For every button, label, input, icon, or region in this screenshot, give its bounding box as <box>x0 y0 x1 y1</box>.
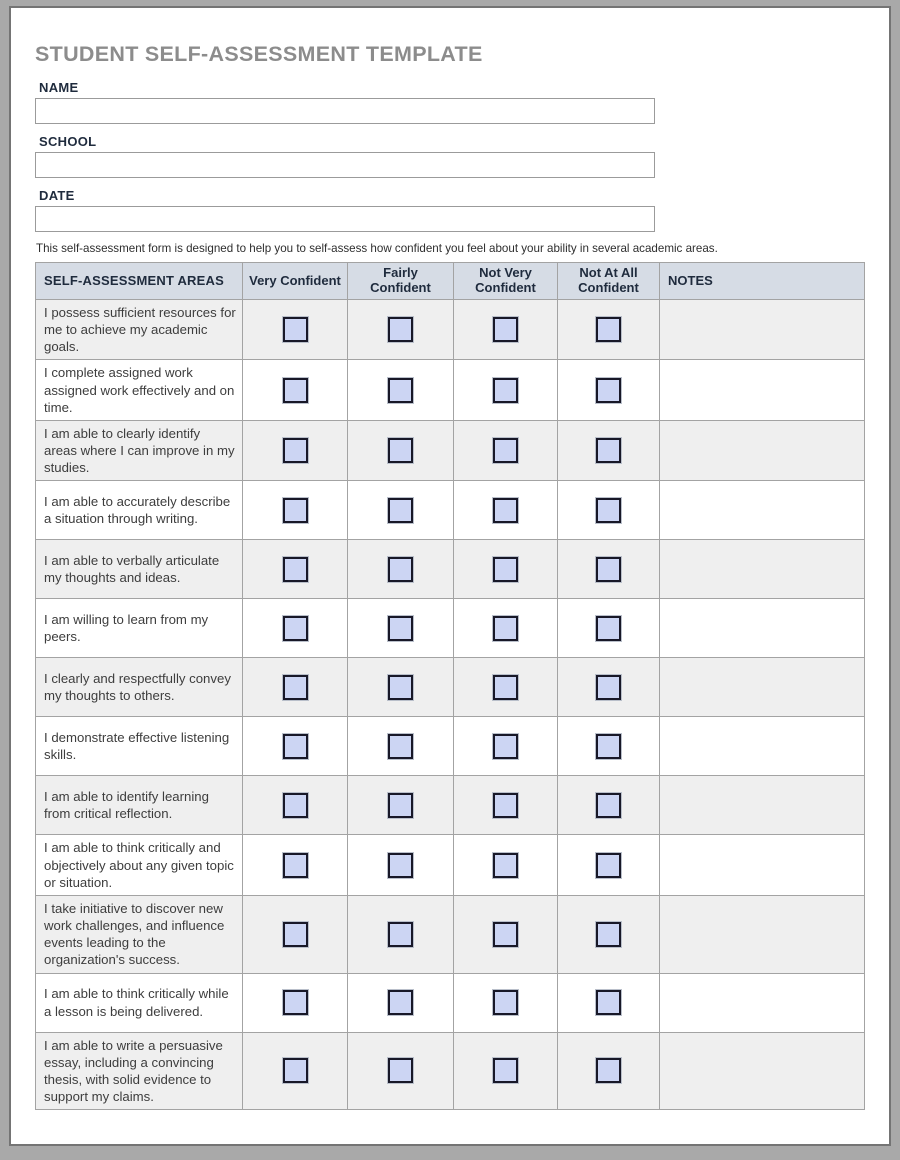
checkbox-very-confident[interactable] <box>283 734 308 759</box>
header-not-at-all-confident: Not At All Confident <box>558 263 660 300</box>
notes-cell[interactable] <box>660 717 865 776</box>
checkbox-not-very-confident[interactable] <box>493 438 518 463</box>
checkbox-cell-very-confident <box>243 599 348 658</box>
checkbox-cell-not-very-confident <box>454 360 558 420</box>
area-cell <box>36 300 243 360</box>
date-input[interactable] <box>35 206 655 232</box>
checkbox-cell-fairly-confident <box>348 481 454 540</box>
checkbox-very-confident[interactable] <box>283 1058 308 1083</box>
checkbox-very-confident[interactable] <box>283 557 308 582</box>
table-row <box>36 300 865 360</box>
area-text: I am able to write a persuasive essay, including a convincing thesis, with solid evidence to support my claims. <box>44 1037 223 1104</box>
checkbox-not-very-confident[interactable] <box>493 793 518 818</box>
notes-cell[interactable] <box>660 481 865 540</box>
checkbox-not-at-all-confident[interactable] <box>596 990 621 1015</box>
area-text: I take initiative to discover new work challenges, and influence events leading to the organization's success. <box>44 900 225 968</box>
notes-cell[interactable] <box>660 540 865 599</box>
area-cell <box>36 973 243 1032</box>
checkbox-cell-not-very-confident <box>454 895 558 973</box>
notes-cell[interactable] <box>660 360 865 420</box>
checkbox-not-at-all-confident[interactable] <box>596 853 621 878</box>
checkbox-not-at-all-confident[interactable] <box>596 438 621 463</box>
checkbox-cell-fairly-confident <box>348 835 454 895</box>
name-input[interactable] <box>35 98 655 124</box>
checkbox-cell-very-confident <box>243 1032 348 1110</box>
assessment-table-body <box>36 300 865 1110</box>
notes-cell[interactable] <box>660 835 865 895</box>
checkbox-cell-not-at-all-confident <box>558 540 660 599</box>
table-row <box>36 481 865 540</box>
checkbox-cell-not-very-confident <box>454 835 558 895</box>
checkbox-cell-fairly-confident <box>348 1032 454 1110</box>
field-name <box>35 80 865 124</box>
checkbox-cell-very-confident <box>243 360 348 420</box>
area-text: I clearly and respectfully convey my thoughts to others. <box>44 671 231 704</box>
field-date <box>35 188 865 232</box>
checkbox-very-confident[interactable] <box>283 616 308 641</box>
checkbox-cell-fairly-confident <box>348 717 454 776</box>
table-row <box>36 420 865 480</box>
checkbox-cell-very-confident <box>243 300 348 360</box>
checkbox-not-at-all-confident[interactable] <box>596 498 621 523</box>
checkbox-not-at-all-confident[interactable] <box>596 922 621 947</box>
checkbox-not-very-confident[interactable] <box>493 734 518 759</box>
area-text: I am willing to learn from my peers. <box>44 612 209 645</box>
checkbox-not-at-all-confident[interactable] <box>596 1058 621 1083</box>
area-text: I am able to identify learning from critical reflection. <box>44 789 209 822</box>
checkbox-cell-not-at-all-confident <box>558 717 660 776</box>
checkbox-cell-not-very-confident <box>454 776 558 835</box>
checkbox-fairly-confident[interactable] <box>388 675 413 700</box>
header-notes: NOTES <box>660 263 865 300</box>
checkbox-cell-very-confident <box>243 835 348 895</box>
area-text: I demonstrate effective listening skills. <box>44 730 230 763</box>
checkbox-cell-not-at-all-confident <box>558 360 660 420</box>
checkbox-very-confident[interactable] <box>283 378 308 403</box>
checkbox-cell-very-confident <box>243 895 348 973</box>
field-school <box>35 134 865 178</box>
checkbox-fairly-confident[interactable] <box>388 317 413 342</box>
notes-cell[interactable] <box>660 420 865 480</box>
checkbox-cell-not-very-confident <box>454 540 558 599</box>
checkbox-very-confident[interactable] <box>283 793 308 818</box>
table-header-row <box>36 263 865 300</box>
checkbox-very-confident[interactable] <box>283 922 308 947</box>
checkbox-not-very-confident[interactable] <box>493 616 518 641</box>
table-row <box>36 895 865 973</box>
checkbox-cell-not-at-all-confident <box>558 420 660 480</box>
checkbox-fairly-confident[interactable] <box>388 922 413 947</box>
area-cell <box>36 895 243 973</box>
table-row <box>36 1032 865 1110</box>
checkbox-very-confident[interactable] <box>283 498 308 523</box>
area-cell <box>36 360 243 420</box>
table-row <box>36 973 865 1032</box>
area-cell <box>36 540 243 599</box>
notes-cell[interactable] <box>660 599 865 658</box>
checkbox-cell-very-confident <box>243 540 348 599</box>
table-row <box>36 540 865 599</box>
checkbox-cell-not-very-confident <box>454 973 558 1032</box>
form-description: This self-assessment form is designed to help you to self-assess how confident you feel about your ability in several academic areas. <box>36 242 718 255</box>
checkbox-cell-not-at-all-confident <box>558 835 660 895</box>
checkbox-fairly-confident[interactable] <box>388 793 413 818</box>
checkbox-cell-fairly-confident <box>348 300 454 360</box>
header-not-very-confident: Not Very Confident <box>454 263 558 300</box>
table-row <box>36 599 865 658</box>
area-cell <box>36 420 243 480</box>
checkbox-very-confident[interactable] <box>283 438 308 463</box>
checkbox-cell-fairly-confident <box>348 360 454 420</box>
checkbox-cell-not-at-all-confident <box>558 300 660 360</box>
area-cell <box>36 717 243 776</box>
checkbox-cell-very-confident <box>243 776 348 835</box>
checkbox-cell-not-very-confident <box>454 717 558 776</box>
checkbox-very-confident[interactable] <box>283 675 308 700</box>
checkbox-fairly-confident[interactable] <box>388 853 413 878</box>
checkbox-not-at-all-confident[interactable] <box>596 317 621 342</box>
notes-cell[interactable] <box>660 658 865 717</box>
document-page <box>9 6 891 1146</box>
area-cell <box>36 776 243 835</box>
area-text: I am able to think critically while a lesson is being delivered. <box>44 986 229 1019</box>
checkbox-cell-not-at-all-confident <box>558 776 660 835</box>
notes-cell[interactable] <box>660 895 865 973</box>
checkbox-cell-not-at-all-confident <box>558 1032 660 1110</box>
notes-cell[interactable] <box>660 300 865 360</box>
checkbox-not-very-confident[interactable] <box>493 675 518 700</box>
checkbox-cell-fairly-confident <box>348 973 454 1032</box>
header-fairly-confident: Fairly Confident <box>348 263 454 300</box>
checkbox-not-at-all-confident[interactable] <box>596 734 621 759</box>
checkbox-cell-not-at-all-confident <box>558 481 660 540</box>
area-cell <box>36 599 243 658</box>
assessment-table <box>35 262 865 1110</box>
checkbox-not-very-confident[interactable] <box>493 557 518 582</box>
checkbox-cell-fairly-confident <box>348 540 454 599</box>
checkbox-fairly-confident[interactable] <box>388 990 413 1015</box>
checkbox-cell-very-confident <box>243 717 348 776</box>
checkbox-not-at-all-confident[interactable] <box>596 616 621 641</box>
checkbox-not-at-all-confident[interactable] <box>596 793 621 818</box>
notes-cell[interactable] <box>660 973 865 1032</box>
area-text: I possess sufficient resources for me to achieve my academic goals. <box>44 305 236 355</box>
checkbox-not-at-all-confident[interactable] <box>596 675 621 700</box>
checkbox-fairly-confident[interactable] <box>388 557 413 582</box>
checkbox-not-very-confident[interactable] <box>493 922 518 947</box>
checkbox-cell-not-very-confident <box>454 420 558 480</box>
checkbox-cell-not-very-confident <box>454 1032 558 1110</box>
school-label: SCHOOL <box>39 134 97 149</box>
checkbox-not-very-confident[interactable] <box>493 990 518 1015</box>
table-row <box>36 835 865 895</box>
name-label: NAME <box>39 80 79 95</box>
area-text: I am able to clearly identify areas where I can improve in my studies. <box>44 425 235 476</box>
header-areas: SELF-ASSESSMENT AREAS <box>36 263 243 300</box>
area-text: I complete assigned work assigned work effectively and on time. <box>44 365 235 415</box>
checkbox-cell-fairly-confident <box>348 420 454 480</box>
notes-cell[interactable] <box>660 776 865 835</box>
checkbox-very-confident[interactable] <box>283 317 308 342</box>
checkbox-very-confident[interactable] <box>283 990 308 1015</box>
area-text: I am able to think critically and objectively about any given topic or situation. <box>44 840 234 890</box>
header-very-confident: Very Confident <box>243 263 348 300</box>
checkbox-cell-not-at-all-confident <box>558 895 660 973</box>
checkbox-fairly-confident[interactable] <box>388 378 413 403</box>
checkbox-not-at-all-confident[interactable] <box>596 557 621 582</box>
area-cell <box>36 1032 243 1110</box>
checkbox-fairly-confident[interactable] <box>388 1058 413 1083</box>
checkbox-not-very-confident[interactable] <box>493 378 518 403</box>
area-text: I am able to verbally articulate my thoughts and ideas. <box>44 553 220 586</box>
notes-cell[interactable] <box>660 1032 865 1110</box>
checkbox-fairly-confident[interactable] <box>388 438 413 463</box>
checkbox-cell-fairly-confident <box>348 776 454 835</box>
checkbox-not-very-confident[interactable] <box>493 853 518 878</box>
checkbox-not-at-all-confident[interactable] <box>596 378 621 403</box>
page-title: STUDENT SELF-ASSESSMENT TEMPLATE <box>35 42 483 66</box>
checkbox-fairly-confident[interactable] <box>388 498 413 523</box>
area-cell <box>36 658 243 717</box>
area-text: I am able to accurately describe a situation through writing. <box>44 494 231 527</box>
checkbox-fairly-confident[interactable] <box>388 616 413 641</box>
checkbox-cell-not-very-confident <box>454 481 558 540</box>
checkbox-cell-fairly-confident <box>348 658 454 717</box>
checkbox-not-very-confident[interactable] <box>493 498 518 523</box>
table-row <box>36 717 865 776</box>
checkbox-cell-very-confident <box>243 420 348 480</box>
table-row <box>36 776 865 835</box>
checkbox-cell-not-very-confident <box>454 599 558 658</box>
checkbox-cell-not-at-all-confident <box>558 973 660 1032</box>
checkbox-cell-very-confident <box>243 481 348 540</box>
date-label: DATE <box>39 188 75 203</box>
checkbox-cell-fairly-confident <box>348 895 454 973</box>
checkbox-very-confident[interactable] <box>283 853 308 878</box>
checkbox-not-very-confident[interactable] <box>493 317 518 342</box>
area-cell <box>36 481 243 540</box>
area-cell <box>36 835 243 895</box>
checkbox-cell-not-very-confident <box>454 300 558 360</box>
checkbox-cell-not-at-all-confident <box>558 658 660 717</box>
table-row <box>36 658 865 717</box>
table-row <box>36 360 865 420</box>
checkbox-fairly-confident[interactable] <box>388 734 413 759</box>
checkbox-cell-fairly-confident <box>348 599 454 658</box>
school-input[interactable] <box>35 152 655 178</box>
checkbox-cell-not-very-confident <box>454 658 558 717</box>
checkbox-cell-very-confident <box>243 658 348 717</box>
checkbox-not-very-confident[interactable] <box>493 1058 518 1083</box>
checkbox-cell-not-at-all-confident <box>558 599 660 658</box>
checkbox-cell-very-confident <box>243 973 348 1032</box>
